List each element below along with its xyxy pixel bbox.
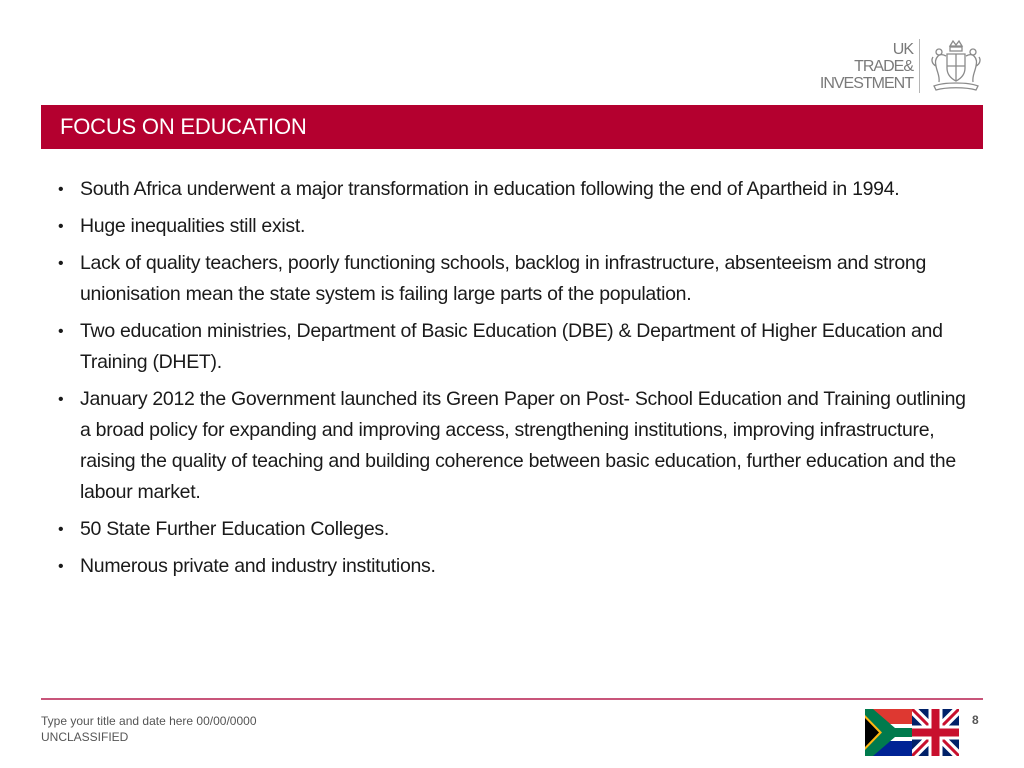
footer-info <box>41 713 257 745</box>
logo-text <box>820 41 913 92</box>
bullet-text: Numerous private and industry institutions. <box>80 555 436 577</box>
union-jack-flag-icon <box>912 709 959 756</box>
bullet-text: South Africa underwent a major transformation in education following the end of Apartheid in 1994. <box>80 178 900 200</box>
bullet-text: Huge inequalities still exist. <box>80 215 306 237</box>
bullet-item <box>58 514 968 545</box>
bullet-text: 50 State Further Education Colleges. <box>80 518 389 540</box>
bullet-dot-icon: • <box>58 558 64 575</box>
bullet-dot-icon: • <box>58 323 64 340</box>
uk-trade-investment-logo <box>820 38 986 94</box>
footer-classification: UNCLASSIFIED <box>41 730 129 744</box>
bullet-item <box>58 551 968 582</box>
bullet-dot-icon: • <box>58 218 64 235</box>
logo-line-investment: INVESTMENT <box>819 74 913 92</box>
bullet-dot-icon: • <box>58 521 64 538</box>
bullet-dot-icon: • <box>58 181 64 198</box>
title-bar <box>41 105 983 149</box>
bullet-text: Lack of quality teachers, poorly functioning schools, backlog in infrastructure, absenteeism and strong unionisation mean the state system is failing large parts of the population. <box>80 252 927 305</box>
bullet-item <box>58 211 968 242</box>
bullet-text: January 2012 the Government launched its Green Paper on Post- School Education and Training outlining a broad policy for expanding and improving access, strengthening institutions, improving infrastructure, raising the quality of teaching and building coherence between basic education, further education and the labour market. <box>80 388 966 503</box>
bullet-dot-icon: • <box>58 391 64 408</box>
footer-title-date: Type your title and date here 00/00/0000 <box>41 714 257 728</box>
bullet-item <box>58 248 968 310</box>
slide-title: FOCUS ON EDUCATION <box>60 114 307 139</box>
bullet-item <box>58 316 968 378</box>
bullet-dot-icon: • <box>58 255 64 272</box>
bullet-text: Two education ministries, Department of Basic Education (DBE) & Department of Higher Education and Training (DHET). <box>80 320 943 373</box>
bullet-list <box>58 174 968 588</box>
flags <box>865 709 959 756</box>
bullet-item <box>58 384 968 508</box>
south-africa-flag-icon <box>865 709 912 756</box>
page-number: 8 <box>972 713 979 727</box>
footer-divider <box>41 698 983 700</box>
logo-line-trade: TRADE& <box>854 57 913 75</box>
logo-divider <box>919 39 920 93</box>
royal-crest-icon <box>926 38 986 94</box>
bullet-item <box>58 174 968 205</box>
logo-line-uk: UK <box>892 40 913 58</box>
